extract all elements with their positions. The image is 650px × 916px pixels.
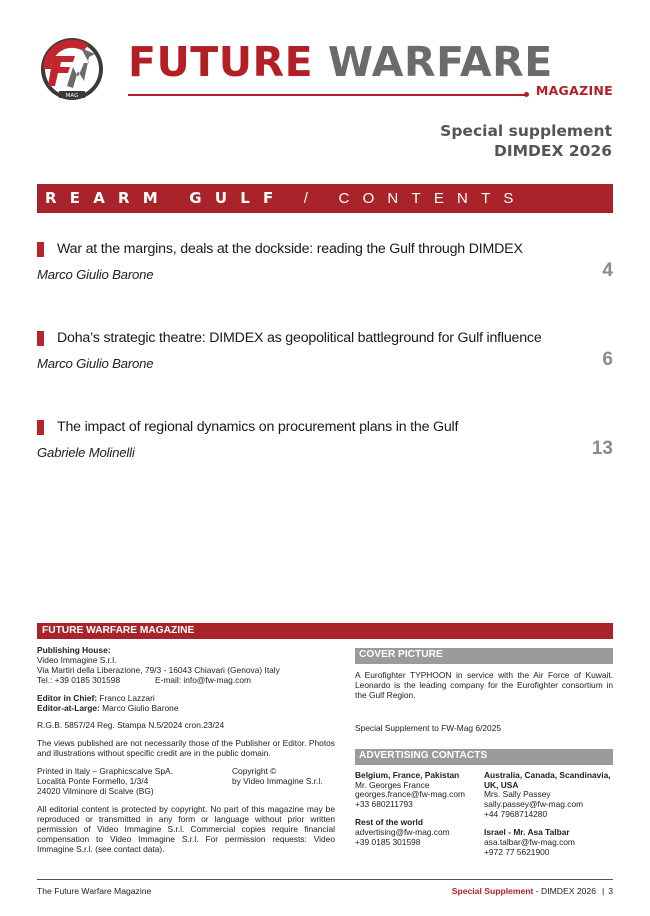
fw-logo-icon bbox=[37, 36, 107, 102]
banner-contents-label: CONTENTS bbox=[338, 190, 527, 207]
contact-phone: +39 0185 301598 bbox=[355, 837, 421, 848]
advertising-contact bbox=[484, 828, 613, 858]
footer-supplement-label: Special Supplement bbox=[451, 886, 534, 896]
svg-text:MAG: MAG bbox=[65, 93, 79, 99]
editors-block bbox=[37, 694, 335, 714]
toc-article-author: Marco Giulio Barone bbox=[37, 356, 154, 371]
contact-region: Rest of the world bbox=[355, 817, 423, 828]
contents-banner-text bbox=[45, 189, 527, 207]
contact-phone: +44 7968714280 bbox=[484, 809, 548, 820]
banner-separator: / bbox=[303, 190, 322, 207]
toc-marker bbox=[37, 242, 44, 257]
footer-event-label: - DIMDEX 2026 bbox=[533, 886, 596, 896]
masthead-right-column bbox=[355, 648, 613, 866]
brand-subtitle: MAGAZINE bbox=[535, 83, 613, 98]
magazine-masthead-logo bbox=[128, 38, 613, 98]
supplement-line-2: DIMDEX 2026 bbox=[494, 142, 612, 160]
publisher-tel: Tel.: +39 0185 301598 bbox=[37, 674, 121, 685]
toc-entry[interactable] bbox=[37, 419, 613, 469]
disclaimer-text: The views published are not necessarily those of the Publisher or Editor. Photos and illustrations without specific credit are in the public domain. bbox=[37, 738, 335, 759]
contact-region: Australia, Canada, Scandinavia, UK, USA bbox=[484, 769, 611, 790]
contact-email[interactable]: sally.passey@fw-mag.com bbox=[484, 799, 584, 810]
contact-region: Belgium, France, Pakistan bbox=[355, 769, 460, 780]
cover-picture-heading: COVER PICTURE bbox=[355, 648, 613, 664]
copyright-line-1: Copyright © bbox=[232, 766, 277, 777]
cover-picture-caption: A Eurofighter TYPHOON in service with the Air Force of Kuwait. Leonardo is the leading company for the Eurofighter consortium in the Gulf Region. bbox=[355, 670, 613, 700]
toc-page-number[interactable]: 6 bbox=[602, 349, 613, 370]
toc-article-title[interactable]: Doha’s strategic theatre: DIMDEX as geopolitical battleground for Gulf influence bbox=[57, 330, 542, 346]
brand-underline-dot bbox=[524, 92, 529, 97]
publisher-address: Via Martiri della Liberazione, 79/3 - 16043 Chiavari (Genova) Italy bbox=[37, 664, 280, 675]
rights-text: All editorial content is protected by copyright. No part of this magazine may be reproduced or transmitted in any form or language without prior written permission of Video Immagine S.r.l. Commercial copies require financial compensation to Video Immagine S.r.l. For permission requests: Video Immagine S.r.l. (see contact data). bbox=[37, 803, 335, 854]
brand-underline bbox=[128, 94, 526, 96]
printer-block bbox=[37, 767, 335, 797]
advertising-column-2 bbox=[484, 771, 613, 866]
printer-line-1: Printed in Italy – Graphicscalve SpA. bbox=[37, 766, 173, 777]
publisher-block bbox=[37, 646, 335, 686]
advertising-contacts bbox=[355, 771, 613, 866]
banner-section-name: REARM GULF bbox=[45, 189, 287, 207]
toc-entry[interactable] bbox=[37, 330, 613, 380]
brand-word-future: FUTURE bbox=[128, 38, 314, 86]
supplement-line-1: Special supplement bbox=[440, 122, 612, 140]
toc-marker bbox=[37, 420, 44, 435]
contact-name: Mr. Georges France bbox=[355, 779, 430, 790]
printer-line-3: 24020 Vilminore di Scalve (BG) bbox=[37, 785, 154, 796]
contact-name: Mrs. Sally Passey bbox=[484, 789, 551, 800]
contact-phone: +972 77 5621900 bbox=[484, 846, 550, 857]
editor-chief-name: Franco Lazzari bbox=[99, 692, 155, 703]
footer-page-info bbox=[452, 886, 613, 896]
brand-word-warfare: WARFARE bbox=[327, 38, 553, 86]
publisher-email[interactable]: E-mail: info@fw-mag.com bbox=[155, 674, 251, 685]
advertising-column-1 bbox=[355, 771, 484, 866]
advertising-contact bbox=[484, 771, 613, 821]
publisher-name: Video Immagine S.r.l. bbox=[37, 654, 117, 665]
footer-divider bbox=[37, 879, 613, 880]
publishing-label: Publishing House: bbox=[37, 645, 111, 655]
publisher-contacts bbox=[37, 675, 251, 685]
toc-marker bbox=[37, 331, 44, 346]
toc-article-author: Gabriele Molinelli bbox=[37, 445, 135, 460]
toc-article-title[interactable]: The impact of regional dynamics on procurement plans in the Gulf bbox=[57, 419, 459, 435]
toc-page-number[interactable]: 13 bbox=[591, 438, 613, 459]
printer-info bbox=[37, 767, 232, 797]
contact-email[interactable]: advertising@fw-mag.com bbox=[355, 827, 450, 838]
editor-large-name: Marco Giulio Barone bbox=[102, 702, 179, 713]
advertising-contact bbox=[355, 818, 484, 848]
advertising-heading: ADVERTISING CONTACTS bbox=[355, 749, 613, 765]
supplement-note: Special Supplement to FW-Mag 6/2025 bbox=[355, 722, 502, 733]
footer-page-number: 3 bbox=[608, 886, 613, 896]
toc-entry[interactable] bbox=[37, 241, 613, 291]
registration-text: R.G.B. 5857/24 Reg. Stampa N.5/2024 cron.23/24 bbox=[37, 720, 225, 731]
masthead-left-column bbox=[37, 646, 335, 862]
footer-magazine-name: The Future Warfare Magazine bbox=[37, 886, 152, 896]
supplement-title bbox=[440, 121, 612, 161]
magazine-logo-badge bbox=[37, 36, 107, 102]
contact-email[interactable]: georges.france@fw-mag.com bbox=[355, 789, 465, 800]
contact-region: Israel - Mr. Asa Talbar bbox=[484, 827, 570, 838]
contents-banner bbox=[37, 184, 613, 213]
copyright-info bbox=[232, 767, 323, 797]
toc-page-number[interactable]: 4 bbox=[602, 260, 613, 281]
advertising-contact bbox=[355, 771, 484, 811]
contact-email[interactable]: asa.talbar@fw-mag.com bbox=[484, 837, 575, 848]
contact-phone: +33 680211793 bbox=[355, 799, 413, 810]
brand-title bbox=[128, 38, 553, 86]
toc-article-author: Marco Giulio Barone bbox=[37, 267, 154, 282]
editor-large-label: Editor-at-Large: bbox=[37, 702, 100, 713]
copyright-line-2: by Video Immagine S.r.l. bbox=[232, 776, 323, 787]
printer-line-2: Località Ponte Formello, 1/3/4 bbox=[37, 776, 149, 787]
toc-article-title[interactable]: War at the margins, deals at the dockside: reading the Gulf through DIMDEX bbox=[57, 241, 523, 257]
editor-chief-label: Editor in Chief: bbox=[37, 692, 98, 703]
masthead-heading: FUTURE WARFARE MAGAZINE bbox=[37, 623, 613, 639]
footer-separator: | bbox=[601, 886, 605, 896]
